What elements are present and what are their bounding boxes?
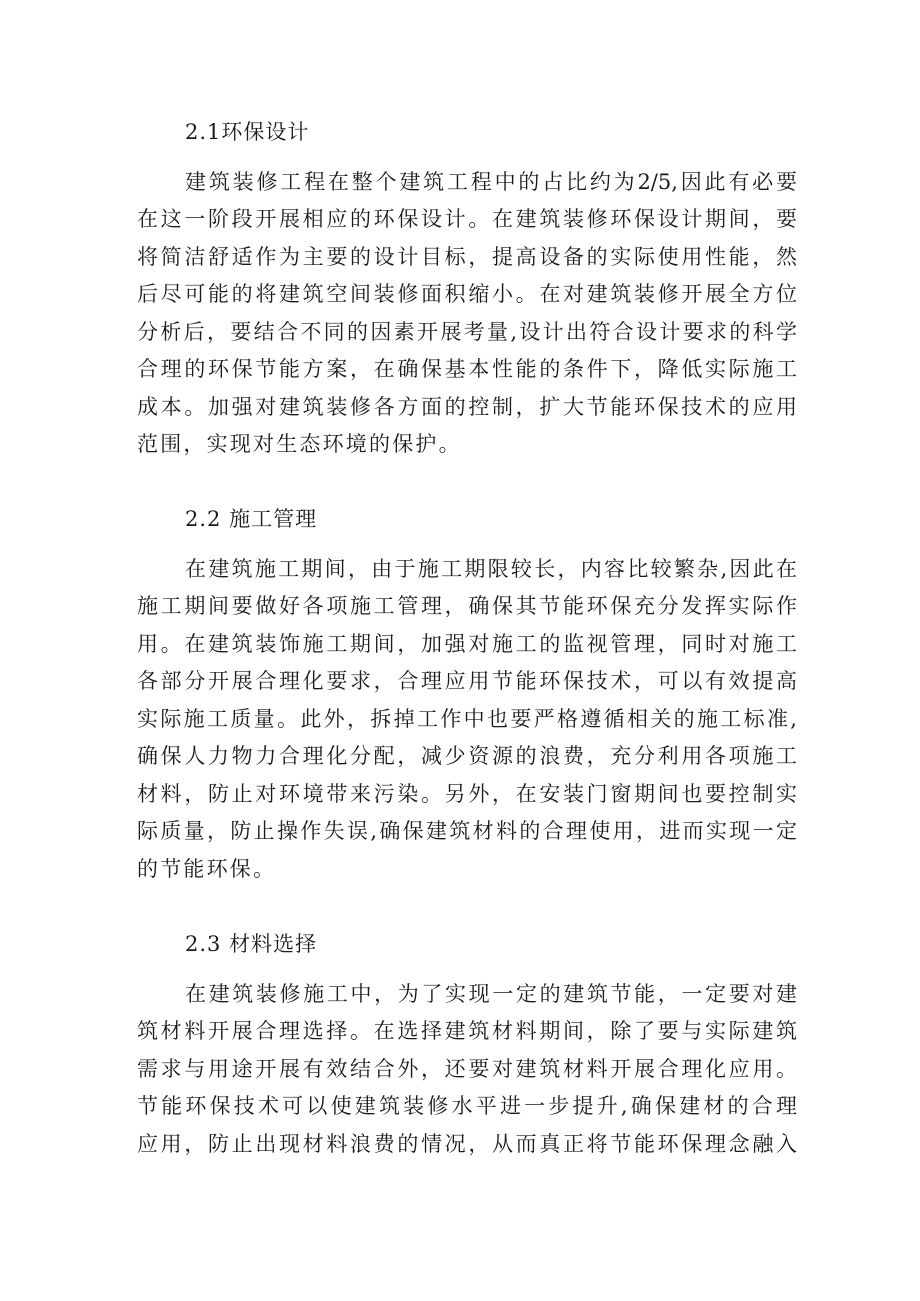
paragraph-line: 确保人力物力合理化分配，减少资源的浪费，充分利用各项施工 — [137, 744, 797, 768]
section-heading-2-2: 2.2 施工管理 — [185, 507, 318, 531]
paragraph-line: 在建筑装修施工中，为了实现一定的建筑节能，一定要对建 — [185, 982, 797, 1006]
paragraph-line: 实际施工质量。此外，拆掉工作中也要严格遵循相关的施工标准, — [137, 707, 797, 731]
paragraph-line: 用。在建筑装饰施工期间，加强对施工的监视管理，同时对施工 — [137, 632, 797, 656]
section-heading-2-3: 2.3 材料选择 — [185, 932, 318, 956]
paragraph-line: 际质量，防止操作失误,确保建筑材料的合理使用，进而实现一定 — [137, 819, 797, 843]
paragraph-line: 材料，防止对环境带来污染。另外，在安装门窗期间也要控制实 — [137, 782, 797, 806]
paragraph-line: 需求与用途开展有效结合外，还要对建筑材料开展合理化应用。 — [137, 1057, 797, 1081]
paragraph-line: 建筑装修工程在整个建筑工程中的占比约为2/5,因此有必要 — [185, 170, 797, 194]
paragraph-line: 分析后，要结合不同的因素开展考量,设计出符合设计要求的科学 — [137, 320, 797, 344]
paragraph-line: 后尽可能的将建筑空间装修面积缩小。在对建筑装修开展全方位 — [137, 282, 797, 306]
paragraph-line: 合理的环保节能方案，在确保基本性能的条件下，降低实际施工 — [137, 357, 797, 381]
paragraph-line: 筑材料开展合理选择。在选择建筑材料期间，除了要与实际建筑 — [137, 1019, 797, 1043]
paragraph-line: 在这一阶段开展相应的环保设计。在建筑装修环保设计期间，要 — [137, 207, 797, 231]
paragraph-line: 应用，防止出现材料浪费的情况，从而真正将节能环保理念融入 — [137, 1132, 797, 1156]
paragraph-line: 施工期间要做好各项施工管理，确保其节能环保充分发挥实际作 — [137, 594, 797, 618]
paragraph-line: 节能环保技术可以使建筑装修水平进一步提升,确保建材的合理 — [137, 1094, 797, 1118]
paragraph-line: 成本。加强对建筑装修各方面的控制，扩大节能环保技术的应用 — [137, 395, 797, 419]
paragraph-line: 在建筑施工期间，由于施工期限较长，内容比较繁杂,因此在 — [185, 557, 797, 581]
paragraph-line: 范围，实现对生态环境的保护。 — [137, 432, 462, 456]
paragraph-line: 各部分开展合理化要求，合理应用节能环保技术，可以有效提高 — [137, 669, 797, 693]
section-heading-2-1: 2.1环保设计 — [185, 120, 310, 144]
paragraph-line: 将简洁舒适作为主要的设计目标，提高设备的实际使用性能，然 — [137, 245, 797, 269]
paragraph-line: 的节能环保。 — [137, 857, 277, 881]
